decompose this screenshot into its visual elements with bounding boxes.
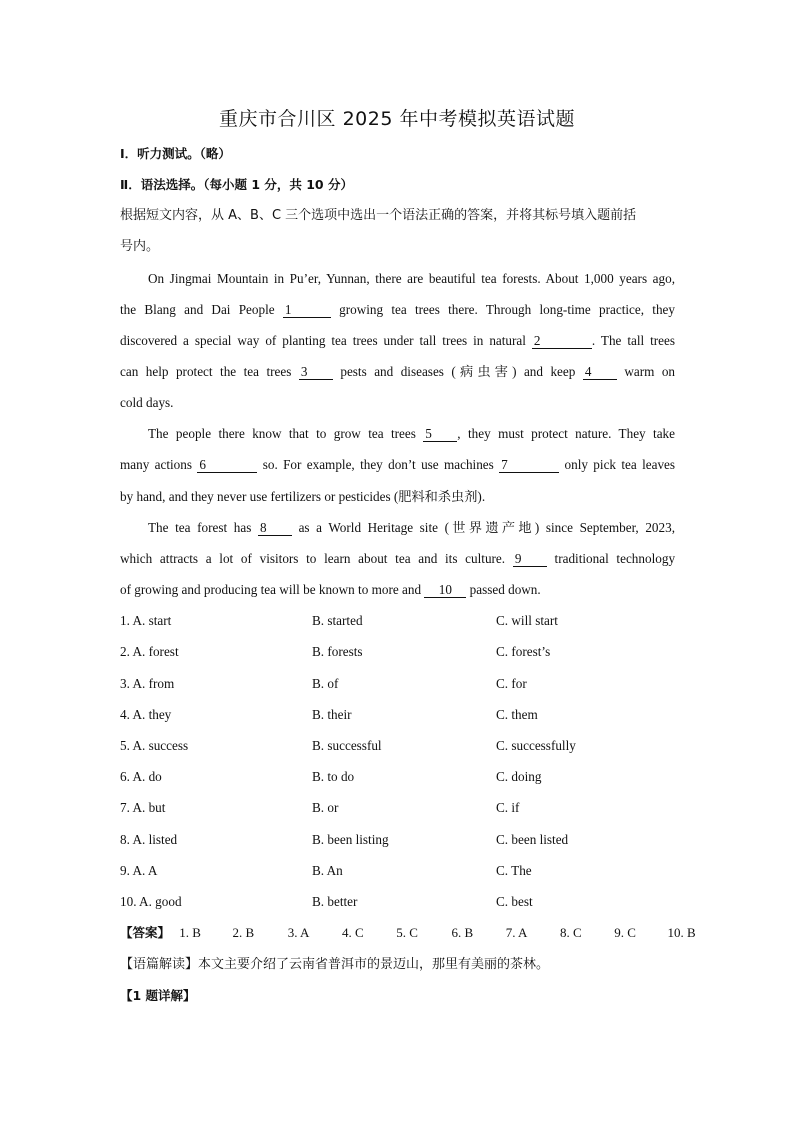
answer-item: 5. C xyxy=(396,925,418,940)
option-b: B. better xyxy=(312,894,358,909)
instruction-line-2: 号内。 xyxy=(120,239,160,254)
text-segment: . The tall trees xyxy=(591,333,676,348)
option-a: 8. A. listed xyxy=(120,832,178,847)
text-segment: the Blang and Dai People xyxy=(120,302,275,317)
option-a: 2. A. forest xyxy=(120,644,179,659)
passage-p2-line-2 xyxy=(120,455,675,475)
option-c: C. successfully xyxy=(496,738,576,753)
passage-p1-line-1: On Jingmai Mountain in Pu’er, Yunnan, there are beautiful tea forests. About 1,000 years ago, xyxy=(148,271,675,286)
option-a: 7. A. but xyxy=(120,800,166,815)
option-a: 6. A. do xyxy=(120,769,162,784)
option-c: C. best xyxy=(496,894,533,909)
blank-9: 9 xyxy=(513,551,547,567)
blank-1: 1 xyxy=(283,302,331,318)
text-segment: can help protect the tea trees xyxy=(120,364,292,379)
answer-item: 4. C xyxy=(342,925,364,940)
text-segment: passed down. xyxy=(469,582,541,597)
passage-p1-line-2 xyxy=(120,300,675,320)
answer-item: 3. A xyxy=(287,925,310,940)
passage-p3-line-2 xyxy=(120,549,675,569)
option-c: C. The xyxy=(496,863,532,878)
option-a: 1. A. start xyxy=(120,613,172,628)
text-segment: as a World Heritage site (世界遗产地) since September, 2023, xyxy=(298,520,676,535)
section-1-heading: Ⅰ．听力测试。（略） xyxy=(120,146,231,161)
option-c: C. doing xyxy=(496,769,542,784)
option-a: 3. A. from xyxy=(120,676,175,691)
option-b: B. forests xyxy=(312,644,363,659)
text-segment: traditional technology xyxy=(554,551,676,566)
blank-3: 3 xyxy=(299,364,333,380)
option-c: C. if xyxy=(496,800,520,815)
answer-item: 9. C xyxy=(614,925,636,940)
section-2-heading: Ⅱ．语法选择。（每小题 1 分，共 10 分） xyxy=(120,177,353,192)
passage-p1-line-5: cold days. xyxy=(120,395,174,410)
option-b: B. their xyxy=(312,707,352,722)
text-segment: The tea forest has xyxy=(148,520,252,535)
passage-p2-line-3: by hand, and they never use fertilizers or pesticides (肥料和杀虫剂). xyxy=(120,489,486,504)
text-segment: only pick tea leaves xyxy=(564,457,676,472)
option-a: 5. A. success xyxy=(120,738,189,753)
answer-item: 10. B xyxy=(667,925,696,940)
answer-item: 7. A xyxy=(505,925,528,940)
option-b: B. An xyxy=(312,863,343,878)
question-1-detail-heading: 【1 题详解】 xyxy=(120,988,196,1003)
blank-2: 2 xyxy=(532,333,592,349)
blank-6: 6 xyxy=(197,457,257,473)
option-c: C. them xyxy=(496,707,538,722)
text-segment: discovered a special way of planting tea trees under tall trees in natural xyxy=(120,333,526,348)
text-segment: , they must protect nature. They take xyxy=(457,426,676,441)
blank-8: 8 xyxy=(258,520,292,536)
option-b: B. been listing xyxy=(312,832,389,847)
option-a: 9. A. A xyxy=(120,863,158,878)
answer-key xyxy=(120,923,696,943)
option-b: B. started xyxy=(312,613,363,628)
text-segment: so. For example, they don’t use machines xyxy=(262,457,494,472)
answer-item: 2. B xyxy=(232,925,255,940)
blank-4: 4 xyxy=(583,364,617,380)
option-c: C. for xyxy=(496,676,527,691)
instruction-line-1: 根据短文内容，从 A、B、C 三个选项中选出一个语法正确的答案，并将其标号填入题前括 xyxy=(120,208,637,223)
answer-item: 1. B xyxy=(179,925,201,940)
page-title: 重庆市合川区 2025 年中考模拟英语试题 xyxy=(219,108,575,130)
passage-p1-line-4 xyxy=(120,362,675,382)
option-a: 4. A. they xyxy=(120,707,172,722)
option-b: B. or xyxy=(312,800,339,815)
option-a: 10. A. good xyxy=(120,894,182,909)
answer-label: 【答案】 xyxy=(120,925,171,940)
passage-p3-line-3 xyxy=(120,580,675,600)
option-c: C. been listed xyxy=(496,832,569,847)
text-segment: many actions xyxy=(120,457,192,472)
text-segment: growing tea trees there. Through long-time practice, they xyxy=(339,302,676,317)
text-segment: pests and diseases (病虫害) and keep xyxy=(340,364,576,379)
answer-item: 8. C xyxy=(560,925,582,940)
blank-7: 7 xyxy=(499,457,559,473)
text-segment: warm on xyxy=(624,364,676,379)
text-segment: of growing and producing tea will be known to more and xyxy=(120,582,422,597)
option-c: C. will start xyxy=(496,613,558,628)
passage-p3-line-1 xyxy=(148,518,675,538)
passage-analysis: 【语篇解读】本文主要介绍了云南省普洱市的景迈山，那里有美丽的茶林。 xyxy=(120,957,550,972)
text-segment: which attracts a lot of visitors to learn about tea and its culture. xyxy=(120,551,506,566)
option-b: B. successful xyxy=(312,738,382,753)
passage-p2-line-1 xyxy=(148,424,675,444)
text-segment: The people there know that to grow tea trees xyxy=(148,426,416,441)
option-b: B. of xyxy=(312,676,339,691)
answer-item: 6. B xyxy=(451,925,474,940)
blank-5: 5 xyxy=(423,426,457,442)
blank-10: 10 xyxy=(424,582,466,598)
passage-p1-line-3 xyxy=(120,331,675,351)
option-c: C. forest’s xyxy=(496,644,551,659)
option-b: B. to do xyxy=(312,769,355,784)
